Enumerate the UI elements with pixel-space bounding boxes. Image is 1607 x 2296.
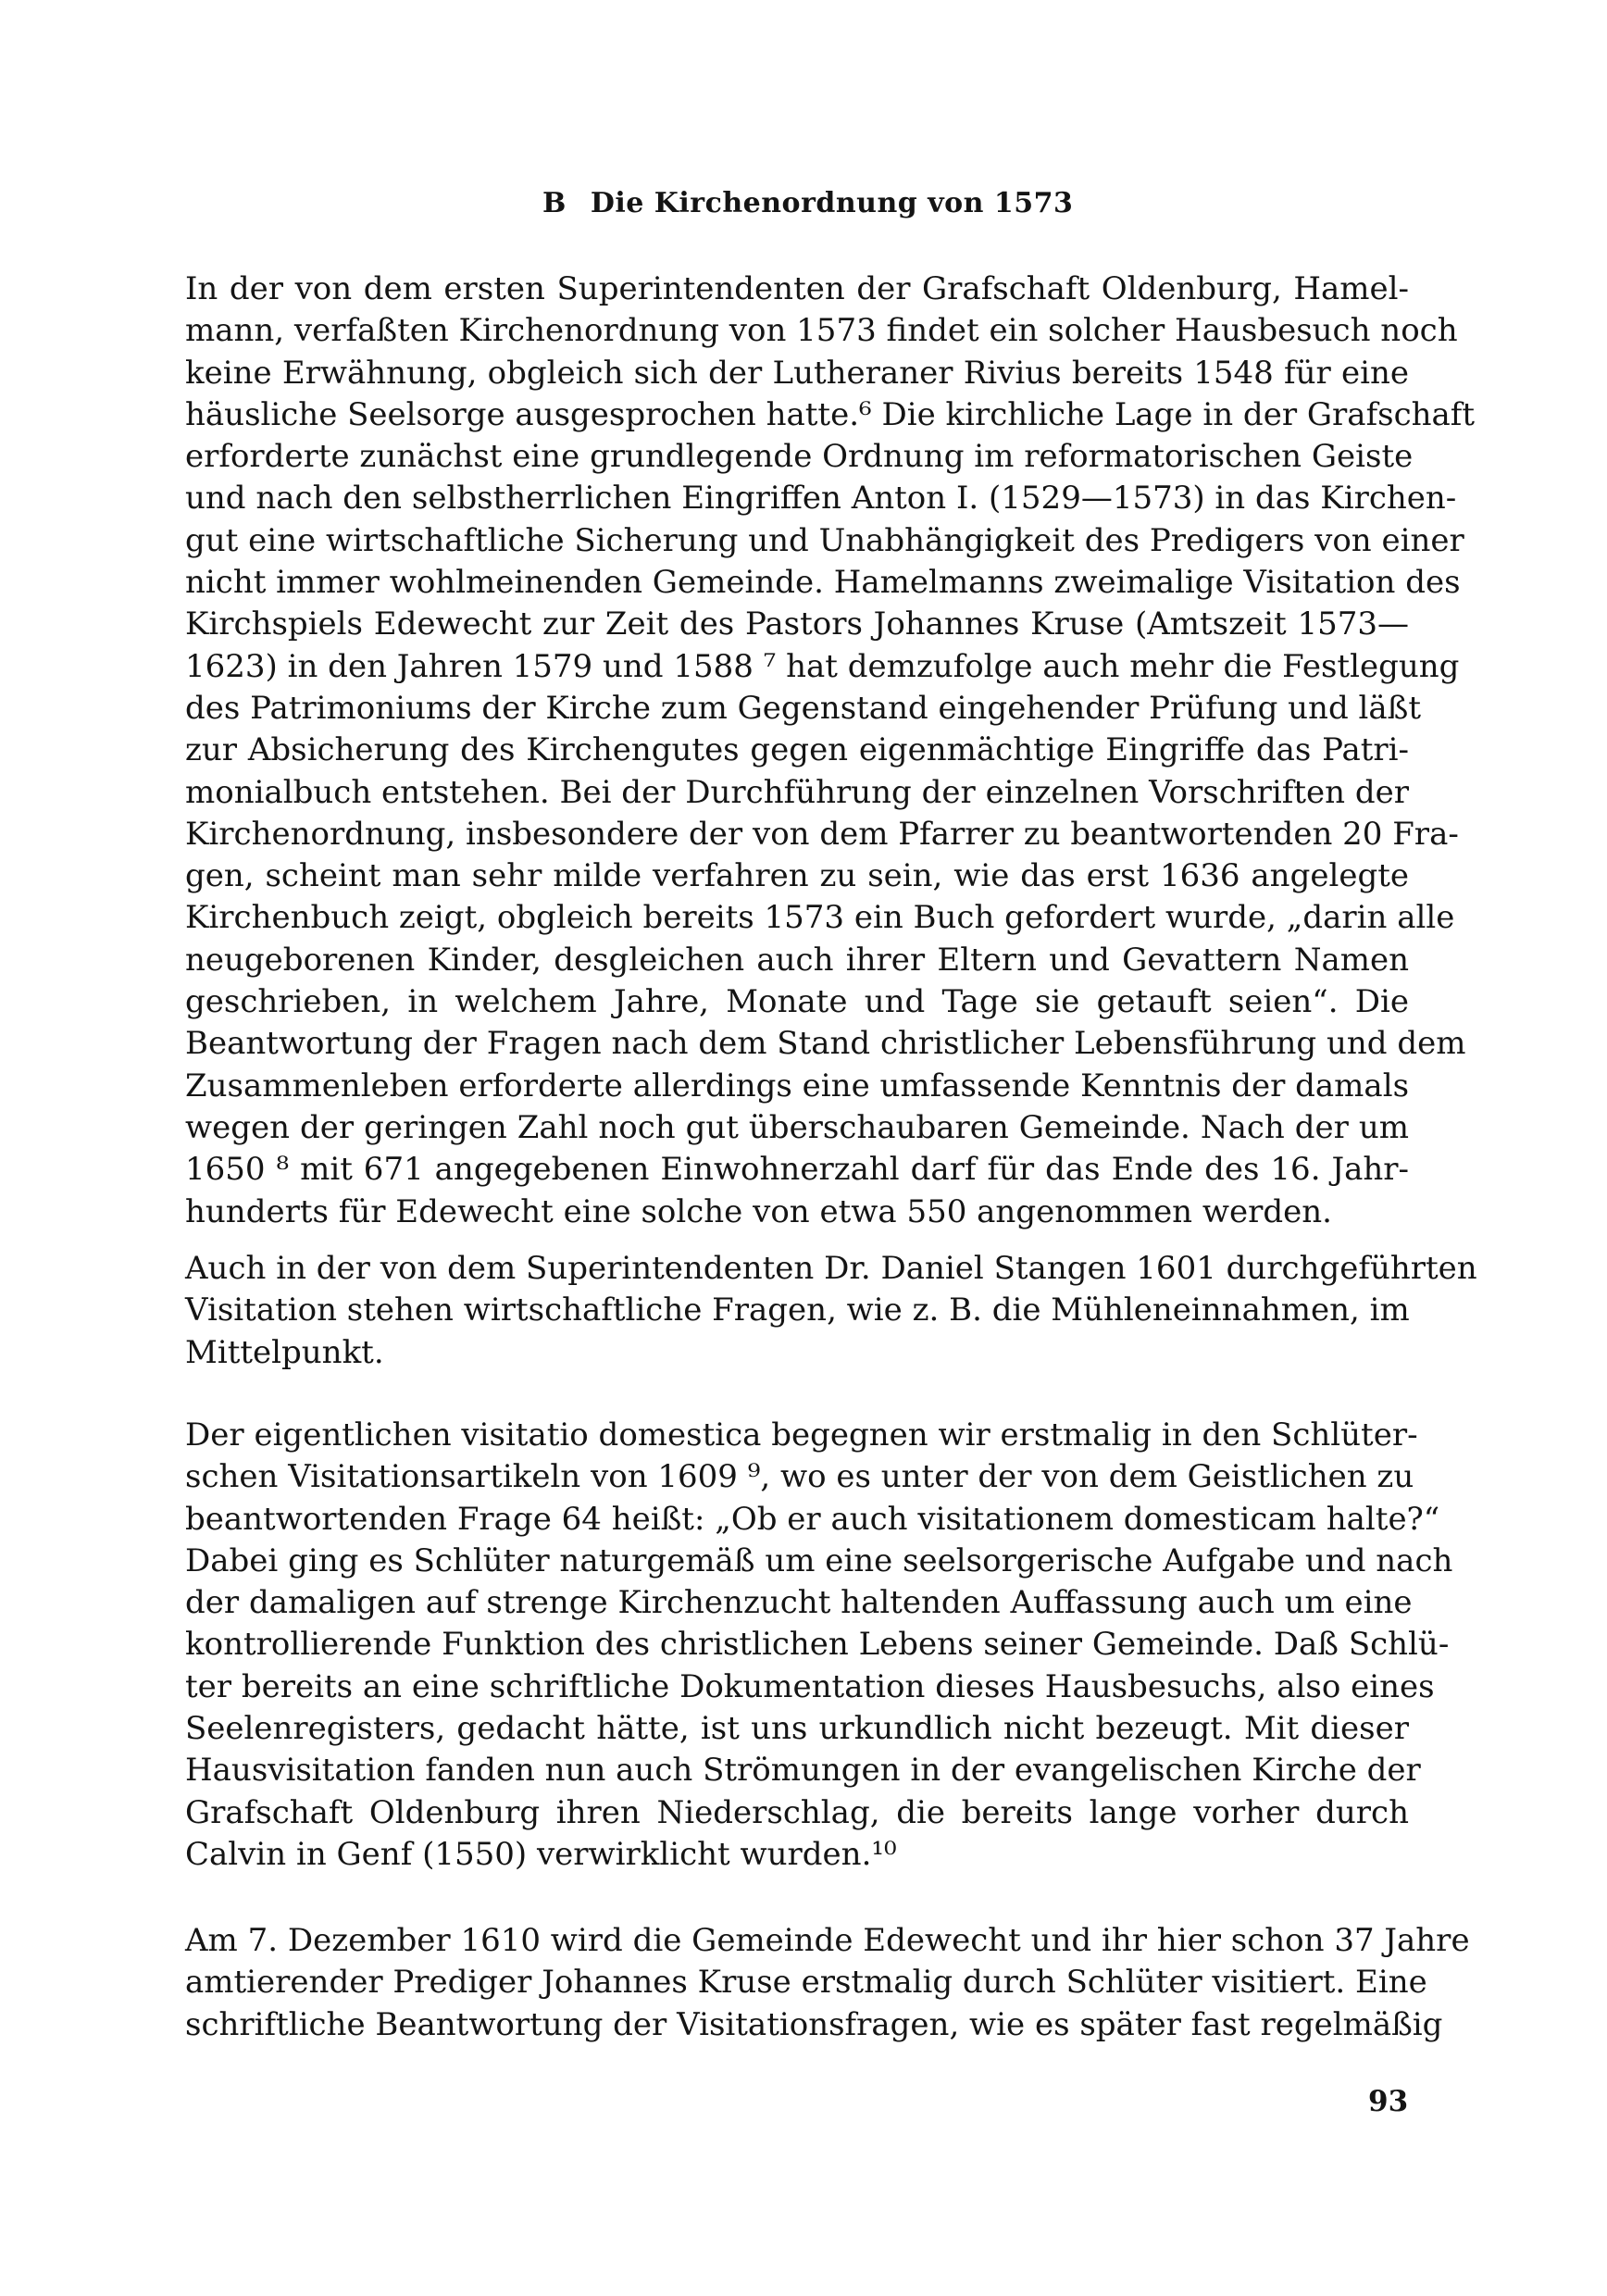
text-line: Hausvisitation fanden nun auch Strömungen in der evangelischen Kirche der [185,1752,1421,1790]
text-line: Der eigentlichen visitatio domestica begegnen wir erstmalig in den Schlüter- [185,1416,1418,1454]
text-line: nicht immer wohlmeinenden Gemeinde. Hamelmanns zweimalige Visitation des [185,564,1461,602]
text-line: gen, scheint man sehr milde verfahren zu sein, wie das erst 1636 angelegte [185,857,1409,895]
text-line: hunderts für Edewecht eine solche von etwa 550 angenommen werden. [185,1192,1332,1230]
text-line: ter bereits an eine schriftliche Dokumentation dieses Hausbesuchs, also eines [185,1667,1435,1705]
text-line: Kirchenbuch zeigt, obgleich bereits 1573 ein Buch gefordert wurde, „darin alle [185,899,1455,937]
text-line: amtierender Prediger Johannes Kruse erstmalig durch Schlüter visitiert. Eine [185,1964,1427,2002]
text-line: monialbuch entstehen. Bei der Durchführung der einzelnen Vorschriften der [185,773,1409,811]
text-line: Visitation stehen wirtschaftliche Fragen, wie z. B. die Mühleneinnahmen, im [185,1292,1410,1329]
section-letter: B [542,187,567,219]
text-line: kontrollierende Funktion des christlichen Lebens seiner Gemeinde. Daß Schlü- [185,1626,1450,1664]
text-line: erforderte zunächst eine grundlegende Ordnung im reformatorischen Geiste [185,438,1414,476]
paragraph-1 [185,268,1476,1233]
page-number: 93 [1368,2085,1409,2118]
text-line: Zusammenleben erforderte allerdings eine umfassende Kenntnis der damals [185,1067,1410,1104]
text-line: beantwortenden Frage 64 heißt: „Ob er auch visitationem domesticam halte?“ [185,1500,1440,1538]
text-line: Dabei ging es Schlüter naturgemäß um eine seelsorgerische Aufgabe und nach [185,1541,1453,1579]
text-line: Calvin in Genf (1550) verwirklicht wurden.¹⁰ [185,1835,897,1873]
text-line: Grafschaft Oldenburg ihren Niederschlag, die bereits lange vorher durch [185,1793,1409,1831]
text-line: des Patrimoniums der Kirche zum Gegenstand eingehender Prüfung und läßt [185,689,1422,727]
text-line: Kirchenordnung, insbesondere der von dem Pfarrer zu beantwortenden 20 Fra- [185,815,1459,853]
paragraph-2 [185,1248,1477,1374]
text-line: geschrieben, in welchem Jahre, Monate und Tage sie getauft seien“. Die [185,983,1409,1021]
text-line: neugeborenen Kinder, desgleichen auch ihrer Eltern und Gevattern Namen [185,941,1409,979]
text-line: schen Visitationsartikeln von 1609 ⁹, wo es unter der von dem Geistlichen zu [185,1458,1414,1496]
text-line: gut eine wirtschaftliche Sicherung und Unabhängigkeit des Predigers von einer [185,521,1464,559]
text-line: schriftliche Beantwortung der Visitationsfragen, wie es später fast regelmäßig [185,2005,1443,2043]
text-line: Auch in der von dem Superintendenten Dr. Daniel Stangen 1601 durchgeführten [185,1250,1477,1287]
text-line: 1650 ⁸ mit 671 angegebenen Einwohnerzahl darf für das Ende des 16. Jahr- [185,1151,1409,1189]
text-line: und nach den selbstherrlichen Eingriffen Anton I. (1529—1573) in das Kirchen- [185,480,1457,518]
text-line: häusliche Seelsorge ausgesprochen hatte.⁶ Die kirchliche Lage in der Grafschaft [185,395,1476,433]
section-title: Die Kirchenordnung von 1573 [590,187,1074,219]
paragraph-4 [185,1920,1470,2046]
text-line: keine Erwähnung, obgleich sich der Lutheraner Rivius bereits 1548 für eine [185,354,1409,392]
text-line: Seelenregisters, gedacht hätte, ist uns urkundlich nicht bezeugt. Mit dieser [185,1710,1409,1748]
text-line: der damaligen auf strenge Kirchenzucht haltenden Auffassung auch um eine [185,1584,1413,1622]
text-line: Beantwortung der Fragen nach dem Stand christlicher Lebensführung und dem [185,1025,1466,1063]
text-line: 1623) in den Jahren 1579 und 1588 ⁷ hat demzufolge auch mehr die Festlegung [185,647,1460,685]
text-line: Mittelpunkt. [185,1333,384,1371]
text-line: zur Absicherung des Kirchengutes gegen eigenmächtige Eingriffe das Patri- [185,731,1409,769]
text-line: Kirchspiels Edewecht zur Zeit des Pastors Johannes Kruse (Amtszeit 1573— [185,605,1409,643]
text-line: wegen der geringen Zahl noch gut überschaubaren Gemeinde. Nach der um [185,1108,1409,1146]
text-line: Am 7. Dezember 1610 wird die Gemeinde Edewecht und ihr hier schon 37 Jahre [185,1922,1470,1959]
text-line: mann, verfaßten Kirchenordnung von 1573 findet ein solcher Hausbesuch noch [185,312,1458,350]
section-heading [542,187,1073,219]
paragraph-3 [185,1415,1453,1876]
text-line: In der von dem ersten Superintendenten der Grafschaft Oldenburg, Hamel- [185,270,1409,307]
